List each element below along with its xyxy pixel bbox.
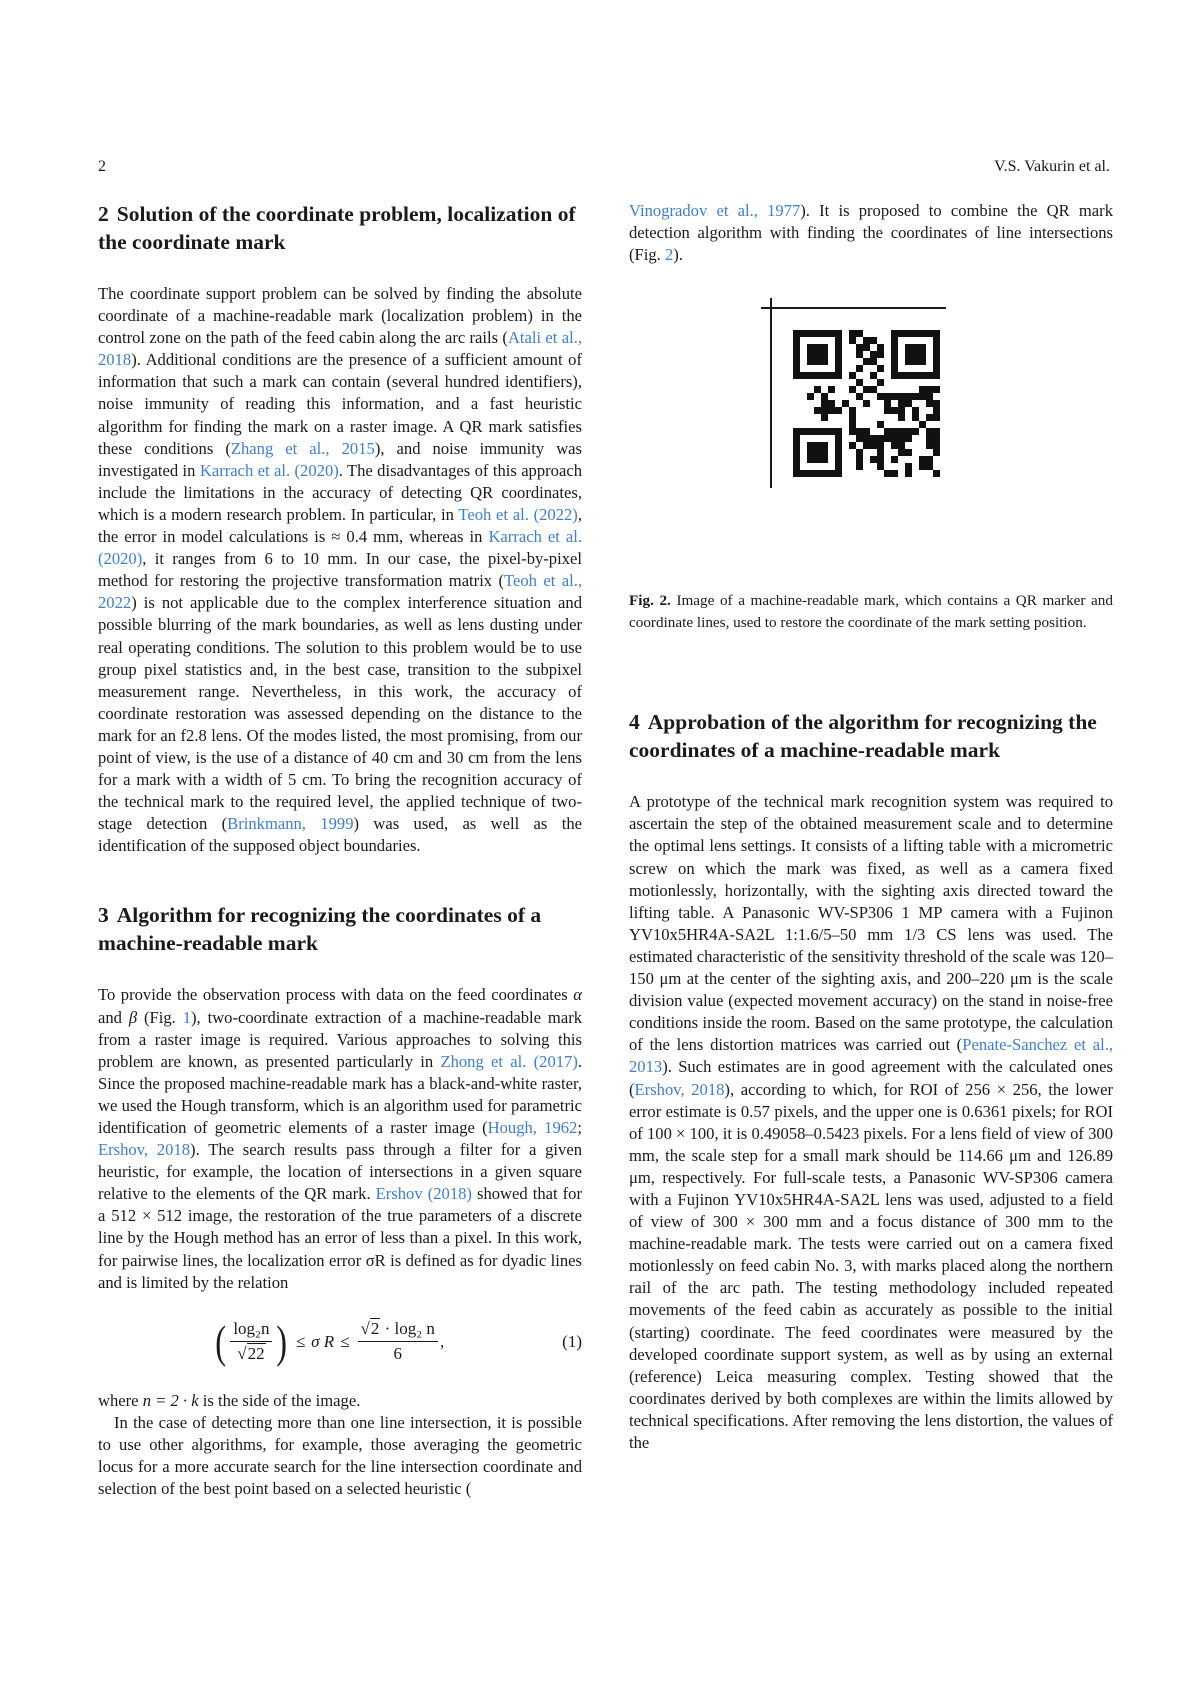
qr-module <box>849 330 856 337</box>
qr-module <box>877 393 884 400</box>
text-run: ). It is proposed to combine the QR mark detection algorithm with finding the coordinates of line intersections (Fig. <box>629 201 1113 264</box>
qr-module <box>884 470 891 477</box>
text-run: showed that for a 512 × 512 image, the restoration of the true parameters of a discrete line by the Hough method has an error of less than a pixel. In this work, for pairwise lines, the localization error σR is defined as for dyadic lines and is limited by the relation <box>98 1184 582 1291</box>
qr-module <box>863 428 870 435</box>
qr-module <box>877 456 884 463</box>
lhs-denominator: √22 <box>237 1342 265 1365</box>
qr-module <box>856 449 863 456</box>
qr-module <box>919 386 926 393</box>
qr-module <box>849 337 856 344</box>
qr-module <box>912 414 919 421</box>
equation-1 <box>98 1310 582 1382</box>
figure-2-caption <box>629 590 1113 634</box>
citation-link[interactable]: Hough, 1962 <box>488 1118 578 1137</box>
section-3-heading <box>98 901 582 957</box>
qr-module <box>870 372 877 379</box>
qr-module <box>877 379 884 386</box>
citation-link[interactable]: Teoh et al., 2022 <box>98 571 582 612</box>
qr-module <box>807 344 828 365</box>
qr-module <box>926 442 933 449</box>
qr-code <box>793 330 940 477</box>
qr-module <box>884 393 891 400</box>
rhs-denominator: 6 <box>393 1342 402 1365</box>
qr-module <box>877 344 884 351</box>
qr-module <box>905 435 912 442</box>
qr-module <box>933 442 940 449</box>
qr-module <box>912 393 919 400</box>
text-run: . Since the proposed machine-readable mark has a black-and-white raster, we used the Hough transform, which is an algorithm used for parametric identification of geometric elements of a raster image ( <box>98 1052 582 1137</box>
equation-comma: , <box>440 1332 444 1352</box>
citation-link[interactable]: Atali et al., 2018 <box>98 328 582 369</box>
qr-module <box>891 407 898 414</box>
qr-module <box>849 407 856 414</box>
section-3-continuation <box>98 1412 582 1500</box>
running-author: V.S. Vakurin et al. <box>994 158 1110 176</box>
qr-module <box>891 470 898 477</box>
citation-link[interactable]: Ershov, 2018 <box>635 1080 725 1099</box>
page-number: 2 <box>98 158 106 176</box>
text-run: To provide the observation process with data on the feed coordinates <box>98 985 573 1004</box>
qr-module <box>926 435 933 442</box>
qr-module <box>912 428 919 435</box>
qr-module <box>905 463 912 470</box>
citation-link[interactable]: Ershov (2018) <box>376 1184 472 1203</box>
text-run: ), two-coordinate extraction of a machine-readable mark from a raster image is required. Various approaches to solving this problem are known, as presented particularly in <box>98 1008 582 1071</box>
paper-page <box>0 0 1200 1697</box>
text-run: ). Additional conditions are the presence of a sufficient amount of information that such a mark can contain (several hundred identifiers), noise immunity of reading this information, and a fast heuristic algorithm for finding the mark on a raster image. A QR mark satisfies these conditions ( <box>98 350 582 457</box>
left-paren: ( <box>215 1314 226 1370</box>
qr-module <box>898 428 905 435</box>
section-2-number: 2 <box>98 202 109 226</box>
qr-module <box>870 351 877 358</box>
qr-module <box>842 400 849 407</box>
citation-link[interactable]: Karrach et al. (2020) <box>98 527 582 568</box>
text-run: , the error in model calculations is ≈ 0.4 mm, whereas in <box>98 505 582 546</box>
qr-module <box>905 344 926 365</box>
lhs-radicand: 22 <box>247 1343 266 1363</box>
text-run: (Fig. <box>137 1008 183 1027</box>
section-4-title: Approbation of the algorithm for recognizing the coordinates of a machine-readable mark <box>629 710 1097 762</box>
qr-module <box>856 330 863 337</box>
qr-module <box>926 386 933 393</box>
qr-module <box>877 442 884 449</box>
qr-module <box>856 379 863 386</box>
text-run: ). The search results pass through a filter for a given heuristic, for example, the location of intersections in a given square relative to the elements of the QR mark. <box>98 1140 582 1203</box>
qr-module <box>933 400 940 407</box>
qr-module <box>856 393 863 400</box>
text-run: In the case of detecting more than one line intersection, it is possible to use other algorithms, for example, those averaging the geometric locus for a more accurate search for the line intersection coordinate and selection of the best point based on a selected heuristic ( <box>98 1413 582 1498</box>
qr-module <box>898 435 905 442</box>
qr-module <box>926 456 933 463</box>
qr-module <box>877 463 884 470</box>
qr-module <box>905 449 912 456</box>
qr-module <box>891 456 898 463</box>
qr-module <box>856 365 863 372</box>
qr-module <box>905 400 912 407</box>
rhs-radicand: 2 <box>370 1318 381 1338</box>
qr-module <box>898 407 905 414</box>
qr-module <box>898 442 905 449</box>
qr-module <box>926 428 933 435</box>
qr-module <box>919 463 926 470</box>
alpha-symbol: α <box>573 985 582 1004</box>
qr-module <box>849 421 856 428</box>
text-run: A prototype of the technical mark recognition system was required to ascertain the step of the obtained measurement scale and to determine the optimal lens settings. It consists of a lifting table with a micrometric screw on which the mark was fixed, as well as a camera fixed motionlessly, horizontally, with the sighting axis directed toward the lifting table. A Panasonic WV-SP306 1 MP camera with a Fujinon YV10x5HR4A-SA2L 1:1.6/5–50 mm 1/3 CS lens was used. The estimated characteristic of the sensitivity threshold of the scale was 120–150 μm at the center of the sighting axis, and 200–220 μm is the scale division value (expected movement accuracy) on the stand in noise-free conditions inside the room. Based on the same prototype, the calculation of the lens distortion matrices was carried out ( <box>629 792 1113 1054</box>
qr-module <box>870 456 877 463</box>
qr-module <box>856 463 863 470</box>
citation-link[interactable]: Zhong et al. (2017) <box>440 1052 577 1071</box>
qr-module <box>856 344 863 351</box>
rhs-log: · log₂ n <box>380 1319 435 1338</box>
citation-link[interactable]: Brinkmann, 1999 <box>227 814 353 833</box>
qr-module <box>905 393 912 400</box>
qr-module <box>933 449 940 456</box>
right-paren: ) <box>277 1314 288 1370</box>
qr-module <box>933 386 940 393</box>
text-run: ) is not applicable due to the complex interference situation and possible blurring of the mark boundaries, as well as lens dusting under real operating conditions. The solution to this problem would be to use group pixel statistics and, in the best case, transition to the subpixel measurement range. Nevertheless, in this work, the accuracy of coordinate restoration was assessed depending on the distance to the mark for an f2.8 lens. Of the modes listed, the most promising, from our point of view, is the use of a distance of 40 cm and 30 cm from the lens for a mark with a width of 5 cm. To bring the recognition accuracy of the technical mark to the required level, the applied technique of two-stage detection ( <box>98 593 582 833</box>
qr-module <box>884 428 891 435</box>
qr-module <box>926 400 933 407</box>
text-run: ) was used, as well as the identification of the supposed object boundaries. <box>98 814 582 855</box>
qr-mark-image <box>761 298 951 488</box>
qr-module <box>905 470 912 477</box>
qr-module <box>891 442 898 449</box>
qr-module <box>863 435 870 442</box>
figure-2-caption-text: Image of a machine-readable mark, which contains a QR marker and coordinate lines, used to restore the coordinate of the mark setting position. <box>629 592 1113 631</box>
qr-module <box>821 393 828 400</box>
qr-module <box>856 428 863 435</box>
rhs-fraction <box>358 1318 438 1365</box>
qr-module <box>912 407 919 414</box>
qr-module <box>933 435 940 442</box>
qr-module <box>919 456 926 463</box>
qr-module <box>863 337 870 344</box>
section-3-paragraph <box>98 984 582 1293</box>
qr-module <box>884 400 891 407</box>
qr-module <box>814 407 821 414</box>
section-4-number: 4 <box>629 710 640 734</box>
qr-module <box>863 386 870 393</box>
section-3-continuation-right <box>629 200 1113 266</box>
qr-module <box>919 393 926 400</box>
section-2-paragraph <box>98 283 582 857</box>
figure-2-label: Fig. 2. <box>629 592 671 609</box>
qr-module <box>821 414 828 421</box>
qr-module <box>905 428 912 435</box>
qr-module <box>828 400 835 407</box>
sigma-r: σ R <box>311 1332 334 1352</box>
lhs-numerator: log₂n <box>230 1318 272 1342</box>
qr-module <box>891 428 898 435</box>
qr-module <box>807 393 814 400</box>
qr-module <box>870 442 877 449</box>
qr-module <box>870 337 877 344</box>
text-run: is the side of the image. <box>199 1391 361 1410</box>
relation-leq-1: ≤ <box>296 1332 305 1352</box>
relation-leq-2: ≤ <box>340 1332 349 1352</box>
qr-module <box>877 351 884 358</box>
qr-module <box>856 456 863 463</box>
qr-module <box>814 386 821 393</box>
qr-module <box>863 344 870 351</box>
qr-module <box>849 442 856 449</box>
qr-module <box>849 414 856 421</box>
qr-module <box>863 400 870 407</box>
lhs-fraction <box>230 1318 272 1365</box>
section-4-heading <box>629 708 1113 764</box>
qr-module <box>891 393 898 400</box>
qr-module <box>884 435 891 442</box>
text-run: , it ranges from 6 to 10 mm. In our case, the pixel-by-pixel method for restoring the projective transformation matrix ( <box>98 549 582 590</box>
figure-link[interactable]: 1 <box>183 1008 191 1027</box>
qr-module <box>919 421 926 428</box>
qr-module <box>870 435 877 442</box>
qr-module <box>835 407 842 414</box>
qr-module <box>807 442 828 463</box>
qr-module <box>884 407 891 414</box>
equation-explanation <box>98 1390 582 1412</box>
text-run: ). Such estimates are in good agreement with the calculated ones ( <box>629 1057 1113 1098</box>
equation-number: (1) <box>562 1332 582 1352</box>
qr-module <box>898 393 905 400</box>
figure-2 <box>629 292 1113 572</box>
qr-module <box>828 386 835 393</box>
left-column <box>98 200 582 1500</box>
citation-link[interactable]: Karrach et al. (2020) <box>200 461 339 480</box>
section-3-number: 3 <box>98 903 109 927</box>
text-run: ; <box>577 1118 582 1137</box>
qr-module <box>856 351 863 358</box>
qr-module <box>849 428 856 435</box>
qr-module <box>933 470 940 477</box>
qr-module <box>933 414 940 421</box>
qr-module <box>926 463 933 470</box>
qr-module <box>863 442 870 449</box>
qr-module <box>849 372 856 379</box>
section-2-title: Solution of the coordinate problem, localization of the coordinate mark <box>98 202 576 254</box>
qr-module <box>891 435 898 442</box>
text-run: where <box>98 1391 143 1410</box>
n-expression: n = 2 · k <box>143 1391 199 1410</box>
qr-module <box>849 386 856 393</box>
citation-link[interactable]: Zhang et al., 2015 <box>231 439 375 458</box>
qr-module <box>898 414 905 421</box>
qr-module <box>877 435 884 442</box>
qr-module <box>828 407 835 414</box>
figure-link[interactable]: 2 <box>665 245 673 264</box>
citation-link[interactable]: Teoh et al. (2022) <box>458 505 577 524</box>
beta-symbol: β <box>129 1008 137 1027</box>
qr-module <box>926 414 933 421</box>
rhs-numerator: √2 · log₂ n <box>358 1318 438 1342</box>
qr-module <box>863 358 870 365</box>
qr-module <box>877 421 884 428</box>
qr-module <box>933 407 940 414</box>
qr-module <box>898 400 905 407</box>
qr-module <box>821 400 828 407</box>
text-run: ). <box>673 245 683 264</box>
text-run: and <box>98 1008 129 1027</box>
equation-body <box>213 1314 444 1370</box>
qr-module <box>898 449 905 456</box>
citation-link[interactable]: Vinogradov et al., 1977 <box>629 201 800 220</box>
text-run: The coordinate support problem can be solved by finding the absolute coordinate of a machine-readable mark (localization problem) in the control zone on the path of the feed cabin along the arc rails ( <box>98 284 582 347</box>
citation-link[interactable]: Ershov, 2018 <box>98 1140 190 1159</box>
qr-module <box>870 386 877 393</box>
text-run: ), and noise immunity was investigated in <box>98 439 582 480</box>
section-3-title: Algorithm for recognizing the coordinates of a machine-readable mark <box>98 903 541 955</box>
right-column <box>629 200 1113 1454</box>
qr-module <box>877 449 884 456</box>
qr-module <box>926 393 933 400</box>
qr-module <box>877 365 884 372</box>
qr-module <box>933 428 940 435</box>
qr-module <box>821 407 828 414</box>
qr-module <box>856 435 863 442</box>
text-run: ), according to which, for ROI of 256 × 256, the lower error estimate is 0.57 pixels, and the upper one is 0.6361 pixels; for ROI of 100 × 100, it is 0.49058–0.5423 pixels. For a lens field of view of 300 mm, the scale step for a small mark should be 114.66 μm and 126.89 μm, respectively. For full-scale tests, a Panasonic WV-SP306 camera with a Fujinon YV10x5HR4A-SA2L lens was used, adjusted to a field of view of 300 × 300 mm and a focus distance of 300 mm to the machine-readable mark. The tests were carried out on a camera fixed motionlessly on feed cabin No. 3, with marks placed along the northern rail of the arc path. The testing methodology included repeated movements of the feed cabin as accurately as possible to the initial (starting) coordinate. The feed coordinates were measured by the developed coordinate support system, as well as by using an external (reference) Leica measuring complex. Testing showed that the coordinates derived by both complexes are within the limits allowed by technical specifications. After removing the lens distortion, the values of the <box>629 1080 1113 1453</box>
citation-link[interactable]: Penate-Sanchez et al., 2013 <box>629 1035 1113 1076</box>
section-2-heading <box>98 200 582 256</box>
text-run: . The disadvantages of this approach include the limitations in the accuracy of detecting QR coordinates, which is a modern research problem. In particular, in <box>98 461 582 524</box>
qr-module <box>870 358 877 365</box>
section-4-paragraph <box>629 791 1113 1454</box>
